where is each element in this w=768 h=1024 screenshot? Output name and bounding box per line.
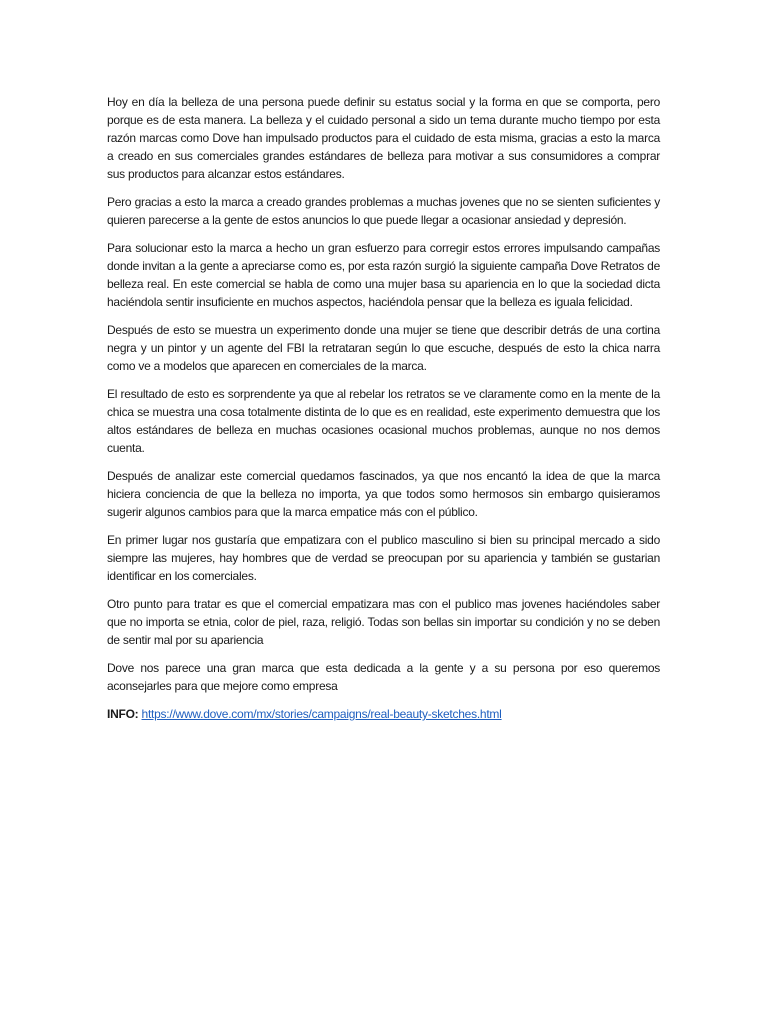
document-body bbox=[107, 93, 660, 733]
paragraph-2: Pero gracias a esto la marca a creado grandes problemas a muchas jovenes que no se sienten suficientes y quieren parecerse a la gente de estos anuncios lo que puede llegar a ocasionar ansiedad y depresión. bbox=[107, 195, 660, 227]
info-link[interactable]: https://www.dove.com/mx/stories/campaigns/real-beauty-sketches.html bbox=[141, 707, 502, 721]
paragraph-9: Dove nos parece una gran marca que esta dedicada a la gente y a su persona por eso queremos aconsejarles para que mejore como empresa bbox=[107, 661, 660, 693]
paragraph-7: En primer lugar nos gustaría que empatizara con el publico masculino si bien su principal mercado a sido siempre las mujeres, hay hombres que de verdad se preocupan por su apariencia y también se gustarian identificar en los comerciales. bbox=[107, 533, 660, 583]
paragraph-5: El resultado de esto es sorprendente ya que al rebelar los retratos se ve claramente como en la mente de la chica se muestra una cosa totalmente distinta de lo que es en realidad, este experimento demuestra que los altos estándares de belleza en muchas ocasiones ocasional muchos problemas, aunque no nos demos cuenta. bbox=[107, 387, 660, 455]
paragraph-4: Después de esto se muestra un experimento donde una mujer se tiene que describir detrás de una cortina negra y un pintor y un agente del FBI la retrataran según lo que escuche, después de esto la chica narra como ve a modelos que aparecen en comerciales de la marca. bbox=[107, 323, 660, 373]
paragraph-8: Otro punto para tratar es que el comercial empatizara mas con el publico mas jovenes haciéndoles saber que no importa se etnia, color de piel, raza, religió. Todas son bellas sin importar su condición y no se deben de sentir mal por su apariencia bbox=[107, 597, 660, 647]
paragraph-6: Después de analizar este comercial quedamos fascinados, ya que nos encantó la idea de que la marca hiciera conciencia de que la belleza no importa, ya que todos somo hermosos sin embargo quisieramos sugerir algunos cambios para que la marca empatice más con el público. bbox=[107, 469, 660, 519]
paragraph-3: Para solucionar esto la marca a hecho un gran esfuerzo para corregir estos errores impulsando campañas donde invitan a la gente a apreciarse como es, por esta razón surgió la siguiente campaña Dove Retratos de belleza real. En este comercial se habla de como una mujer basa su apariencia en lo que la sociedad dicta haciéndola sentir insuficiente en muchos aspectos, haciéndola pensar que la belleza es iguala felicidad. bbox=[107, 241, 660, 309]
info-label: INFO: bbox=[107, 707, 139, 721]
info-line bbox=[107, 705, 660, 723]
paragraph-1: Hoy en día la belleza de una persona puede definir su estatus social y la forma en que se comporta, pero porque es de esta manera. La belleza y el cuidado personal a sido un tema durante mucho tiempo por esta razón marcas como Dove han impulsado productos para el cuidado de esta misma, gracias a esto la marca a creado en sus comerciales grandes estándares de belleza para motivar a sus consumidores a comprar sus productos para alcanzar estos estándares. bbox=[107, 95, 660, 181]
